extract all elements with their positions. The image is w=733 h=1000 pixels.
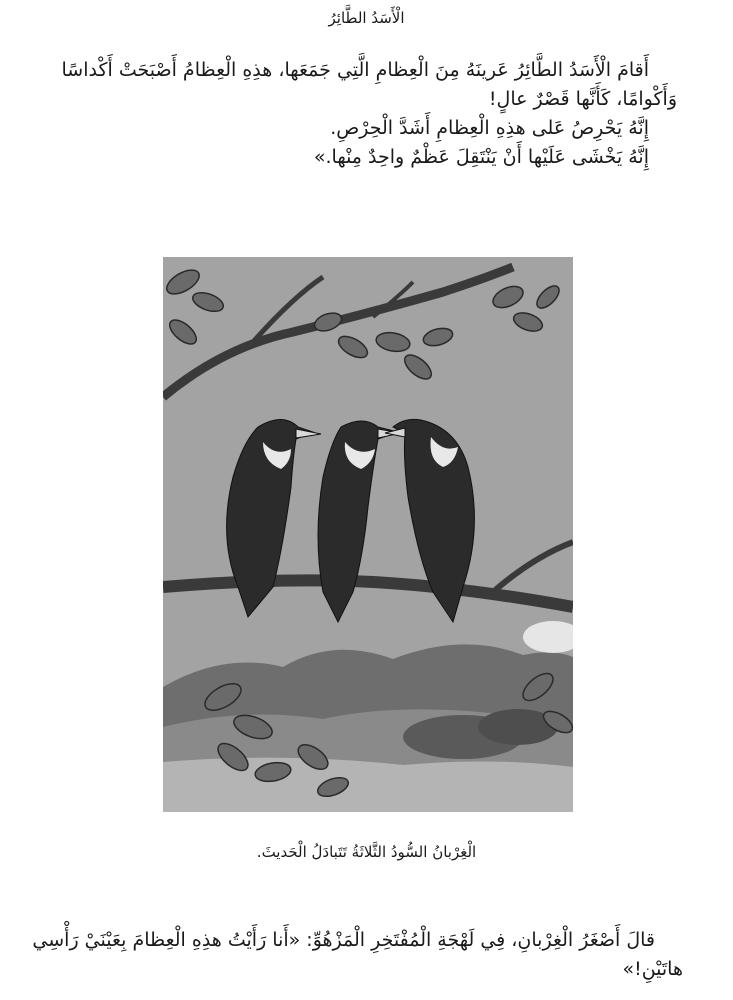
paragraph-line: إِنَّهُ يَخْشَى عَلَيْها أَنْ يَنْتَقِلَ عَظْمٌ واحِدٌ مِنْها.» <box>313 146 649 168</box>
illustration-drawing <box>163 257 573 812</box>
story-paragraph-2 <box>33 926 683 984</box>
paragraph-line: هاتَيْنِ!» <box>622 958 683 980</box>
paragraph-line: إِنَّهُ يَحْرِصُ عَلى هذِهِ الْعِظامِ أَشَدَّ الْحِرْصِ. <box>330 117 649 139</box>
illustration-caption: الْغِرْبانُ السُّودُ الثَّلاثَةُ تَتَبادَلُ الْحَديثَ. <box>256 843 477 861</box>
story-paragraph-1 <box>43 56 683 172</box>
paragraph-line: أَقامَ الْأَسَدُ الطَّائِرُ عَرينَهُ مِنَ الْعِظامِ الَّتِي جَمَعَها، هذِهِ الْعِظامُ أَصْبَحَتْ أَكْداسًا <box>61 59 649 81</box>
paragraph-line: قالَ أَصْغَرُ الْغِرْبانِ، فِي لَهْجَةِ الْمُفْتَخِرِ الْمَزْهُوِّ: «أَنا رَأَيْتُ هذِهِ الْعِظامَ بِعَيْنَيْ رَأْسِي <box>32 929 655 951</box>
page-title: الْأَسَدُ الطَّائِرُ <box>328 9 405 27</box>
paragraph-line: وَأَكْوامًا، كَأَنَّها قَصْرٌ عالٍ! <box>488 88 677 110</box>
crows-on-branch-illustration <box>163 257 573 812</box>
